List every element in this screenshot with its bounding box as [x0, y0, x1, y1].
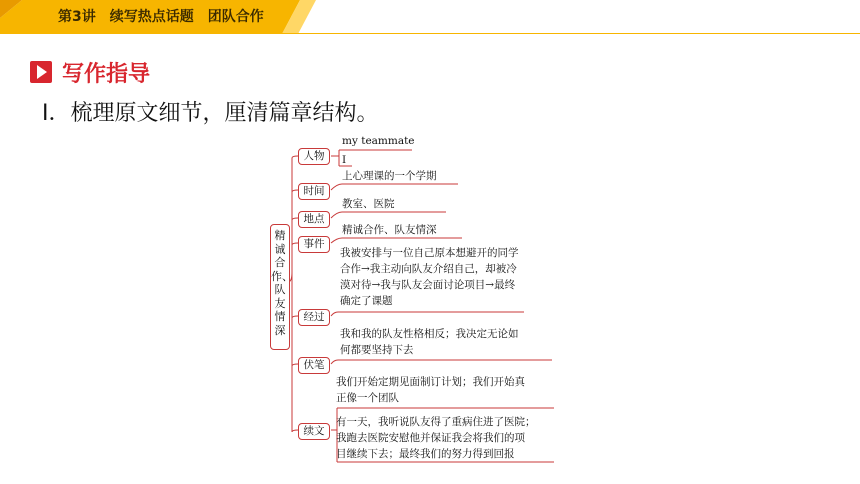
process-line-2: 合作→我主动向队友介绍自己，却被冷 [340, 263, 517, 275]
foreshadowing-line-2: 何都要坚持下去 [340, 344, 414, 356]
node-characters: 人物 [298, 148, 330, 165]
root-label: 精诚合作、队友情深 [271, 229, 293, 337]
section-heading [30, 58, 150, 86]
node-foreshadowing: 伏笔 [298, 357, 330, 374]
lesson-title: 第3讲 续写热点话题 团队合作 [58, 9, 264, 25]
place-line-1: 教室、医院 [342, 198, 395, 210]
continuation-line-1: 我们开始定期见面制订计划；我们开始真 [336, 376, 525, 388]
node-event: 事件 [298, 236, 330, 253]
characters-line-2: I [342, 154, 347, 166]
event-line-1: 精诚合作、队友情深 [342, 224, 437, 236]
process-line-4: 确定了课题 [340, 295, 393, 307]
foreshadowing-line-1: 我和我的队友性格相反；我决定无论如 [340, 328, 519, 340]
process-line-1: 我被安排与一位自己原本想避开的同学 [340, 247, 519, 259]
play-icon [30, 61, 52, 83]
characters-line-1: my teammate [342, 135, 415, 147]
continuation-line-5: 目继续下去；最终我们的努力得到回报 [336, 448, 515, 460]
node-continuation: 续文 [298, 423, 330, 440]
continuation-line-3: 有一天，我听说队友得了重病住进了医院； [336, 416, 536, 428]
time-line-1: 上心理课的一个学期 [342, 170, 437, 182]
mind-map [262, 132, 568, 470]
root-node [270, 224, 293, 350]
process-line-3: 漠对待→我与队友会面讨论项目→最终 [340, 279, 516, 291]
continuation-line-2: 正像一个团队 [336, 392, 399, 404]
subtitle: Ⅰ．梳理原文细节，厘清篇章结构。 [42, 101, 379, 126]
section-title: 写作指导 [62, 61, 151, 87]
continuation-line-4: 我跑去医院安慰他并保证我会将我们的项 [336, 432, 525, 444]
node-process: 经过 [298, 309, 330, 326]
node-place: 地点 [298, 211, 330, 228]
node-time: 时间 [298, 183, 330, 200]
top-banner [0, 0, 860, 34]
